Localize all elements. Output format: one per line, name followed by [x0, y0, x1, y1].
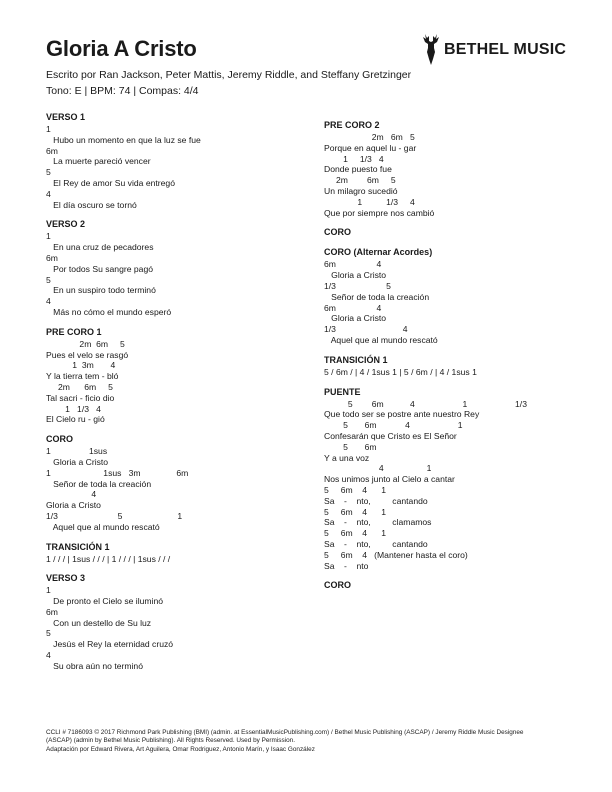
lyric-line: Un milagro sucedió [324, 185, 398, 196]
lyric-line: Gloria a Cristo [324, 313, 387, 324]
chord-line: 1 1sus 3m 6m [46, 467, 189, 478]
song-title: Gloria A Cristo [46, 36, 197, 61]
footer-line: CCLI # 7186093 © 2017 Richmond Park Publishing (BMI) (admin. at EssentialMusicPublishing.com) / Bethel Music Publishing (ASCAP) / Jeremy Riddle Music Designee [46, 729, 524, 736]
lyric-line: Aquel que al mundo rescató [324, 334, 438, 345]
chord-line: 2m 6m 5 [46, 381, 113, 392]
lyric-line: Nos unimos junto al Cielo a cantar [324, 474, 455, 485]
lyric-line: Tal sacri - ficio dio [46, 392, 115, 403]
chord-line: 4 1 [324, 463, 432, 474]
chord-line: 5 6m 4 1 [324, 528, 387, 539]
chord-line: 5 / 6m / | 4 / 1sus 1 | 5 / 6m / | 4 / 1sus 1 [324, 366, 477, 377]
lyric-line: Hubo un momento en que la luz se fue [46, 134, 201, 145]
song-section [324, 580, 584, 591]
lyric-line: Con un destello de Su luz [46, 617, 152, 628]
lyric-line: El Cielo ru - gió [46, 414, 105, 425]
chord-line: 1 1sus [46, 446, 108, 457]
lyric-line: Por todos Su sangre pagó [46, 263, 154, 274]
chord-line: 5 6m 4 1 [324, 420, 463, 431]
song-section [324, 120, 584, 218]
lyric-line: Gloria a Cristo [46, 456, 109, 467]
chord-line: 5 6m 4 1 [324, 506, 387, 517]
copyright-footer [46, 729, 576, 754]
chord-line: 1 1/3 4 [324, 196, 415, 207]
lyric-line: En un suspiro todo terminó [46, 285, 156, 296]
lyric-line: Porque en aquel lu - gar [324, 142, 417, 153]
song-section [324, 355, 584, 378]
section-title: PRE CORO 2 [324, 120, 380, 130]
lyric-line: En una cruz de pecadores [46, 242, 154, 253]
chord-line: 1 [46, 124, 51, 134]
lyric-line: Gloria a Cristo [46, 500, 101, 511]
song-section [324, 247, 584, 345]
lyric-line: Confesarán que Cristo es El Señor [324, 430, 457, 441]
chord-line: 5 6m 4 1 [324, 484, 387, 495]
lyric-line: Sa - nto, clamamos [324, 517, 432, 528]
section-title: VERSO 1 [46, 112, 86, 122]
chord-line: 1 1/3 4 [46, 403, 101, 414]
chord-line: 6m [46, 252, 58, 263]
chord-line: 4 [46, 650, 51, 661]
chord-line: 1 / / / | 1sus / / / | 1 / / / | 1sus / / / [46, 553, 171, 564]
lyric-line: Sa - nto, cantando [324, 538, 428, 549]
section-title: VERSO 2 [46, 219, 86, 230]
chord-line: 5 [46, 274, 51, 285]
song-section [46, 573, 306, 671]
chord-line: 5 [46, 167, 51, 178]
lyric-line: El día oscuro se tornó [46, 199, 137, 210]
chord-line: 1 1/3 4 [324, 153, 384, 164]
song-section [46, 219, 306, 317]
lyric-line: La muerte pareció vencer [46, 156, 151, 167]
lyric-line: Aquel que al mundo rescató [46, 521, 160, 532]
chord-line: 2m 6m 5 [324, 175, 396, 186]
lyric-line: Más no cómo el mundo esperó [46, 306, 172, 317]
chord-line: 4 [46, 296, 51, 307]
right-column [324, 120, 584, 600]
section-title: TRANSICIÓN 1 [46, 541, 110, 552]
chord-line: 4 [46, 489, 97, 500]
song-key-tempo: Tono: E | BPM: 74 | Compas: 4/4 [46, 85, 199, 97]
chord-line: 5 [46, 628, 51, 639]
footer-line: Adaptación por Edward Rivera, Art Aguilera, Omar Rodriguez, Antonio Marín, y Isaac González [46, 745, 315, 753]
lyric-line: Gloria a Cristo [324, 270, 387, 281]
footer-line: (ASCAP) (admin by Bethel Music Publishing). All Rights Reserved. Used by Permission. [46, 737, 295, 745]
chord-line: 2m 6m 5 [324, 132, 415, 142]
section-title: CORO [324, 227, 351, 238]
section-title: VERSO 3 [46, 573, 86, 584]
chord-line: 1 3m 4 [46, 360, 116, 371]
chord-line: 6m 4 [324, 302, 382, 313]
song-section [46, 327, 306, 425]
chord-line: 1 [46, 585, 51, 596]
chord-line: 4 [46, 188, 51, 199]
section-title: CORO [46, 434, 73, 445]
lyric-line: Y a una voz [324, 452, 370, 463]
stag-icon [420, 32, 442, 66]
chord-line: 1 [46, 231, 51, 242]
chord-line: 2m 6m 5 [46, 338, 125, 349]
left-column [46, 112, 306, 681]
song-section [46, 434, 306, 532]
section-title: TRANSICIÓN 1 [324, 354, 388, 365]
song-credits: Escrito por Ran Jackson, Peter Mattis, Jeremy Riddle, and Steffany Gretzinger [46, 69, 412, 81]
lyric-line: Jesús el Rey la eternidad cruzó [46, 639, 174, 650]
lyric-line: El Rey de amor Su vida entregó [46, 177, 175, 188]
chord-line: 1/3 5 1 [46, 510, 183, 521]
lyric-line: Sa - nto [324, 560, 369, 571]
lyric-line: Señor de toda la creación [324, 291, 430, 302]
lyric-line: Que por siempre nos cambió [324, 207, 435, 218]
chord-line: 5 6m 4 (Mantener hasta el coro) [324, 549, 468, 560]
section-title: CORO (Alternar Acordes) [324, 247, 433, 258]
lyric-line: Señor de toda la creación [46, 478, 152, 489]
lyric-line: De pronto el Cielo se iluminó [46, 596, 164, 607]
song-section [46, 542, 306, 565]
chord-line: 5 6m 4 1 1/3 [324, 398, 527, 409]
chord-line: 6m [46, 606, 58, 617]
brand-name: BETHEL MUSIC [444, 41, 567, 58]
lyric-line: Que todo ser se postre ante nuestro Rey [324, 409, 480, 420]
lyric-line: Pues el velo se rasgó [46, 349, 129, 360]
section-title: CORO [324, 580, 351, 591]
lyric-line: Sa - nto, cantando [324, 495, 428, 506]
song-section [46, 112, 306, 210]
section-title: PRE CORO 1 [46, 326, 102, 337]
chord-line: 6m [46, 145, 58, 156]
chord-line: 6m 4 [324, 259, 382, 270]
song-section [324, 387, 584, 572]
chord-line: 1/3 5 [324, 280, 391, 291]
song-section [324, 227, 584, 238]
chord-line: 1/3 4 [324, 324, 408, 335]
section-title: PUENTE [324, 386, 361, 397]
lyric-line: Su obra aún no terminó [46, 660, 143, 671]
chord-line: 5 6m [324, 441, 377, 452]
lyric-line: Y la tierra tem - bló [46, 371, 119, 382]
lyric-line: Donde puesto fue [324, 164, 392, 175]
